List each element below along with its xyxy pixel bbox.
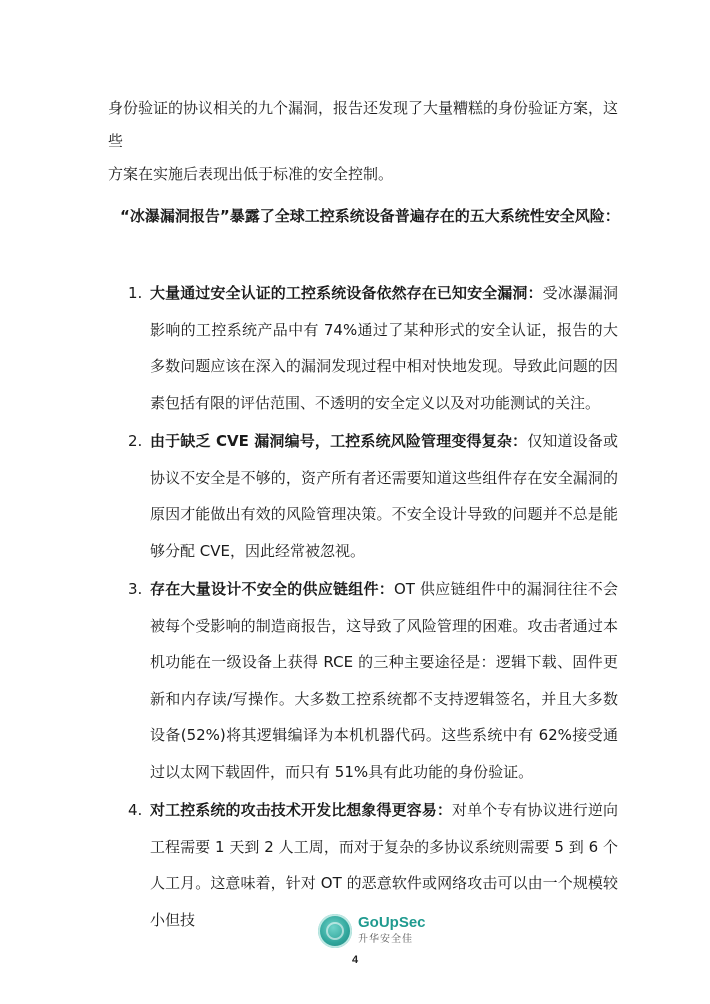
item-text: 对单个专有协议进行逆向工程需要 1 天到 2 人工周，而对于复杂的多协议系统则需要 5 到 6 个人工月。这意味着，针对 OT 的恶意软件或网络攻击可以由一个规模较小但技	[150, 801, 618, 929]
item-title: 存在大量设计不安全的供应链组件：	[150, 580, 394, 598]
page-footer	[0, 912, 710, 982]
globe-logo-icon	[318, 914, 352, 948]
item-number: 4.	[128, 801, 143, 819]
item-body	[150, 275, 618, 421]
item-text: 受冰瀑漏洞影响的工控系统产品中有 74%通过了某种形式的安全认证，报告的大多数问题应该在深入的漏洞发现过程中相对快地发现。导致此问题的因素包括有限的评估范围、不透明的安全定义以及对功能测试的关注。	[150, 284, 618, 412]
risk-list	[128, 275, 618, 938]
section-heading: “冰瀑漏洞报告”暴露了全球工控系统设备普遍存在的五大系统性安全风险：	[120, 207, 620, 225]
item-title: 大量通过安全认证的工控系统设备依然存在已知安全漏洞：	[150, 284, 543, 302]
intro-paragraph	[108, 92, 618, 191]
item-text: OT 供应链组件中的漏洞往往不会被每个受影响的制造商报告，这导致了风险管理的困难。攻击者通过本机功能在一级设备上获得 RCE 的三种主要途径是：逻辑下载、固件更新和内存读/写操作。大多数工控系统都不支持逻辑签名，并且大多数设备(52%)将其逻辑编译为本机机器代码。这些系统中有 62%接受通过以太网下载固件，而只有 51%具有此功能的身份验证。	[150, 580, 618, 781]
item-number: 3.	[128, 580, 143, 598]
logo-subtitle: 升华安全佳	[358, 934, 413, 945]
item-body	[150, 571, 618, 790]
item-body	[150, 423, 618, 569]
intro-line: 身份验证的协议相关的九个漏洞，报告还发现了大量糟糕的身份验证方案，这些	[108, 99, 619, 150]
item-title: 对工控系统的攻击技术开发比想象得更容易：	[150, 801, 452, 819]
item-title: 由于缺乏 CVE 漏洞编号，工控系统风险管理变得复杂：	[150, 432, 528, 450]
list-item	[128, 423, 618, 569]
item-number: 2.	[128, 432, 143, 450]
list-item	[128, 275, 618, 421]
item-number: 1.	[128, 284, 143, 302]
logo-name: GoUpSec	[358, 914, 426, 931]
list-item	[128, 571, 618, 790]
item-text: 仅知道设备或协议不安全是不够的，资产所有者还需要知道这些组件存在安全漏洞的原因才能做出有效的风险管理决策。不安全设计导致的问题并不总是能够分配 CVE，因此经常被忽视。	[150, 432, 618, 560]
intro-line: 方案在实施后表现出低于标准的安全控制。	[108, 165, 394, 183]
goupsec-logo	[318, 912, 428, 952]
page-number: 4	[351, 954, 359, 966]
